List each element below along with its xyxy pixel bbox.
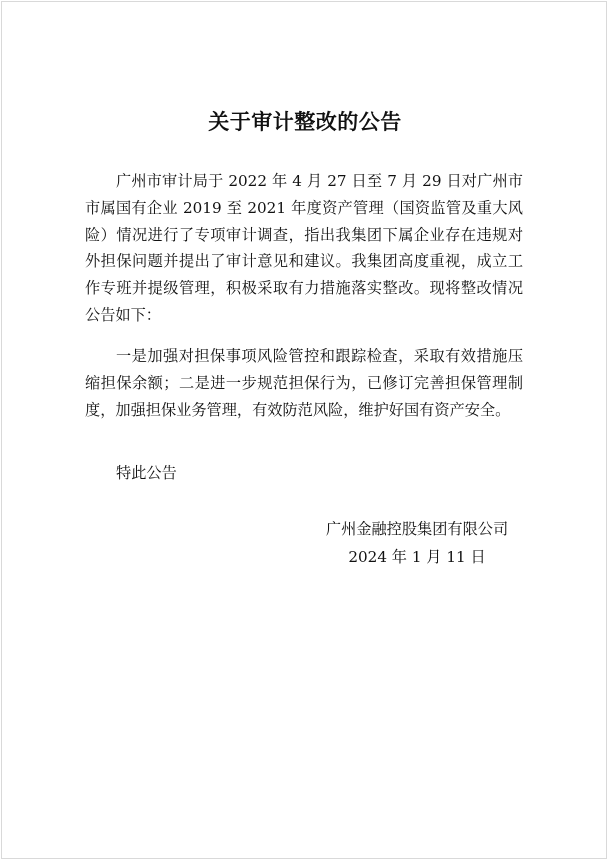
paragraph-rectification-measures: 一是加强对担保事项风险管控和跟踪检查，采取有效措施压缩担保余额；二是进一步规范担保行为，已修订完善担保管理制度，加强担保业务管理，有效防范风险，维护好国有资产安全。 [85, 347, 523, 419]
signature-date: 2024 年 1 月 11 日 [348, 548, 486, 566]
document-page [1, 1, 607, 859]
signature-organization: 广州金融控股集团有限公司 [325, 520, 509, 538]
paragraph-closing: 特此公告 [116, 464, 177, 482]
document-title: 关于审计整改的公告 [208, 109, 402, 134]
paragraph-audit-background: 广州市审计局于 2022 年 4 月 27 日至 7 月 29 日对广州市市属国有企业 2019 至 2021 年度资产管理（国资监管及重大风险）情况进行了专项审计调查，指出我集团下属企业存在违规对外担保问题并提出了审计意见和建议。我集团高度重视，成立工作专班并提级管理，积极采取有力措施落实整改。现将整改情况公告如下： [85, 172, 523, 324]
